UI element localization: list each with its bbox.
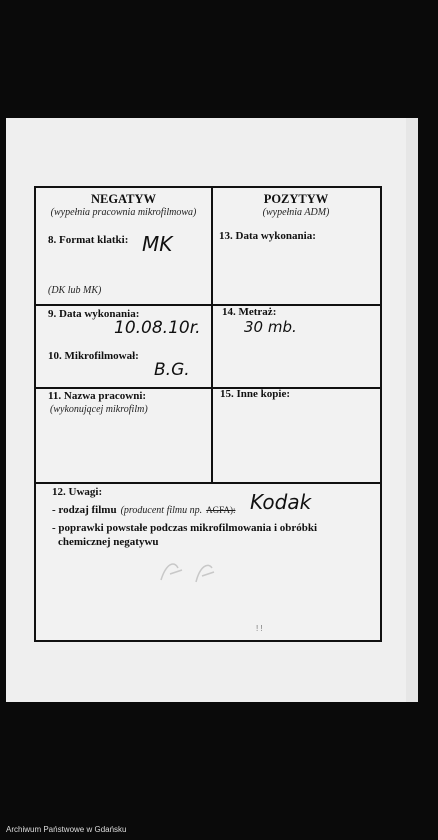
pozytyw-header xyxy=(212,192,380,218)
nazwa-pracowni-label: 11. Nazwa pracowni: xyxy=(48,390,147,402)
rodzaj-filmu-hint: (producent filmu np. xyxy=(120,505,203,516)
metraz-value: 30 mb. xyxy=(244,318,297,336)
negatyw-title: NEGATYW xyxy=(90,192,157,206)
data-wykonania-value: 10.08.10r. xyxy=(114,318,201,338)
rodzaj-filmu-label: - rodzaj filmu xyxy=(52,504,117,516)
pozytyw-title: POZYTYW xyxy=(263,192,329,206)
divider-row2 xyxy=(36,387,380,389)
microfilm-form xyxy=(34,186,382,642)
poprawki-line1: - poprawki powstałe podczas mikrofilmowania i obróbki xyxy=(52,522,318,534)
format-klatki-label: 8. Format klatki: xyxy=(48,234,129,246)
pozytyw-data-label: 13. Data wykonania: xyxy=(219,230,316,242)
divider-vertical xyxy=(211,188,213,482)
data-wykonania-label: 9. Data wykonania: xyxy=(48,308,140,320)
faint-scribble xyxy=(156,556,236,586)
negatyw-header xyxy=(36,192,211,218)
format-klatki-value: MK xyxy=(142,232,173,256)
divider-row3 xyxy=(36,482,380,484)
page-edge xyxy=(406,118,418,702)
rodzaj-filmu-line xyxy=(52,500,235,518)
metraz-label: 14. Metraż: xyxy=(222,306,277,318)
inne-kopie-label: 15. Inne kopie: xyxy=(220,388,290,400)
divider-row1 xyxy=(36,304,380,306)
uwagi-label: 12. Uwagi: xyxy=(52,486,103,498)
page-mark: ! ! xyxy=(256,624,263,633)
archive-credit: Archiwum Państwowe w Gdańsku xyxy=(6,825,127,834)
negatyw-subtitle: (wypełnia pracownia mikrofilmowa) xyxy=(50,207,197,218)
nazwa-pracowni-sub: (wykonującej mikrofilm) xyxy=(50,404,148,415)
mikrofilmowal-label: 10. Mikrofilmował: xyxy=(48,350,139,362)
poprawki-line2: chemicznej negatywu xyxy=(58,536,159,548)
format-klatki-hint: (DK lub MK) xyxy=(48,285,102,296)
pozytyw-subtitle: (wypełnia ADM) xyxy=(262,207,330,218)
mikrofilmowal-value: B.G. xyxy=(154,360,190,380)
rodzaj-filmu-struck: AGFA): xyxy=(206,505,236,515)
rodzaj-filmu-value: Kodak xyxy=(250,490,312,514)
